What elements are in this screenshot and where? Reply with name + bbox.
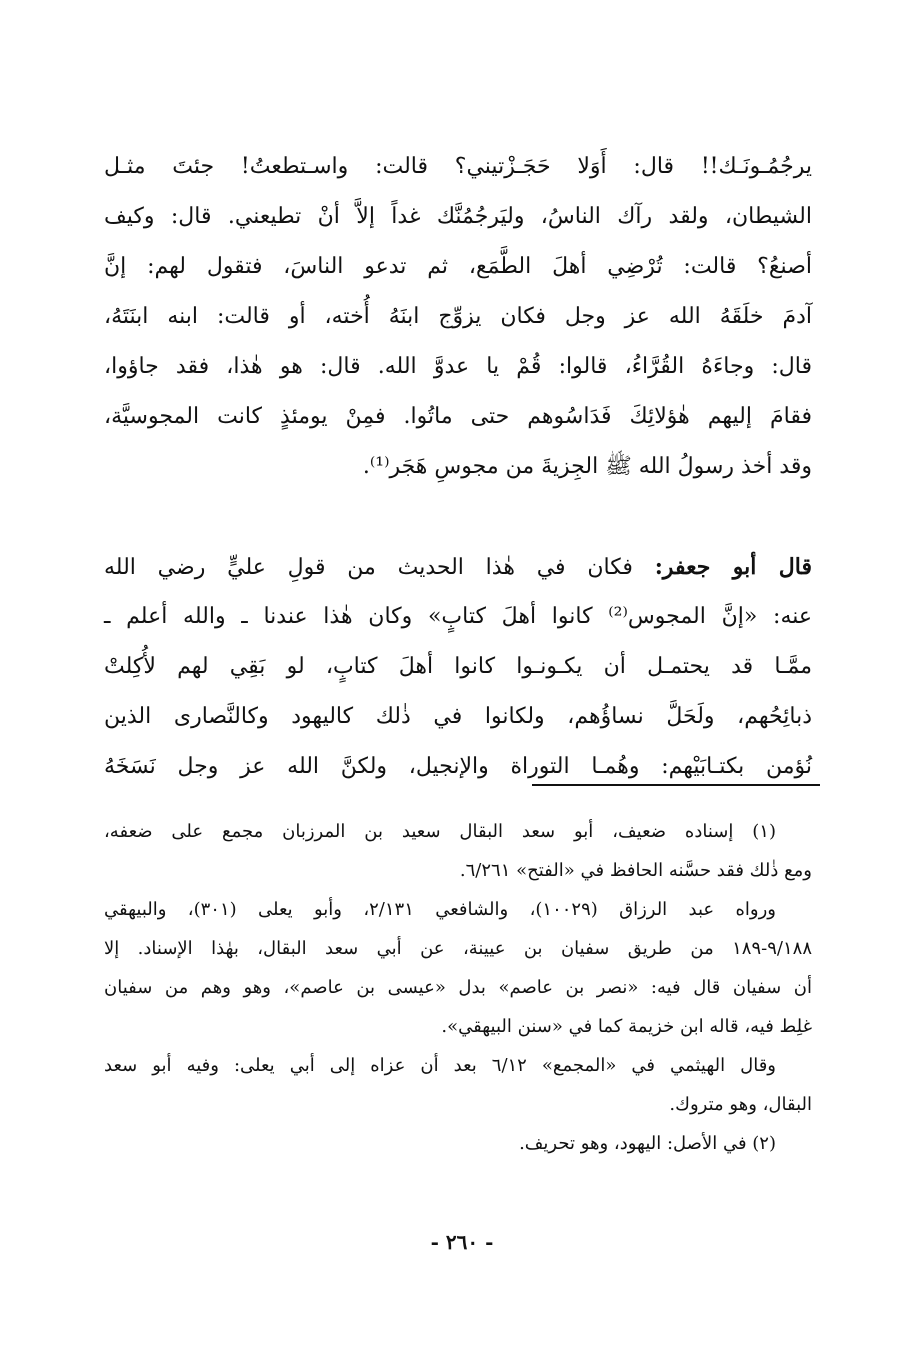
footnote-1-haythami <box>104 1046 812 1124</box>
footnote-1-continued <box>104 890 812 1046</box>
text-line: قال: وجاءَهُ القُرَّاءُ، قالوا: قُمْ يا عدوَّ الله. قال: هو هٰذا، فقد جاؤوا، <box>104 354 812 379</box>
paragraph-2 <box>104 542 812 792</box>
footnote-1 <box>104 812 812 890</box>
footnote-line: ورواه عبد الرزاق (١٠٠٢٩)، والشافعي ٢/١٣١، وأبو يعلى (٣٠١)، والبيهقي <box>104 899 776 920</box>
text-line: عنه: «إنَّ المجوس⁽²⁾ كانوا أهلَ كتابٍ» وكان هٰذا عندنا ـ والله أعلم ـ <box>104 604 812 629</box>
main-text <box>104 142 812 792</box>
paragraph-gap <box>104 492 812 542</box>
text-line-first <box>104 542 812 592</box>
text-line: آدمَ خلَقَهُ الله عز وجل فكان يزوِّج ابنَهُ أُخته، أو قالت: ابنه ابنَتَهُ، <box>104 304 812 329</box>
footnote-line: ومع ذٰلك فقد حسَّنه الحافظ في «الفتح» ٦/٢٦١. <box>459 860 812 881</box>
footnote-line: غلِط فيه، قاله ابن خزيمة كما في «سنن البيهقي». <box>441 1016 812 1037</box>
footnote-2 <box>104 1124 812 1163</box>
footnote-divider <box>532 784 820 786</box>
text-line: نُؤمن بكتـابَيْهم: وهُمـا التوراة والإنجيل، ولكنَّ الله عز وجل نَسَخَهُ <box>104 754 812 779</box>
footnote-line: (٢) في الأصل: اليهود، وهو تحريف. <box>519 1133 776 1154</box>
text-line-rest: فكان في هٰذا الحديث من قولِ عليٍّ رضي الله <box>104 555 633 580</box>
footnote-line: البقال، وهو متروك. <box>669 1094 812 1115</box>
text-line: ممَّـا قد يحتمـل أن يكـونـوا كانوا أهلَ كتابٍ، لو بَقِي لهم لأُكِلتْ <box>104 654 812 679</box>
footnote-line: ٩/١٨٨-١٨٩ من طريق سفيان بن عيينة، عن أبي سعد البقال، بهٰذا الإسناد. إلا <box>104 938 812 959</box>
footnote-line: وقال الهيثمي في «المجمع» ٦/١٢ بعد أن عزاه إلى أبي يعلى: وفيه أبو سعد <box>104 1055 776 1076</box>
text-line: ذبائِحُهم، ولَحَلَّ نساؤُهم، ولكانوا في ذٰلك كاليهود وكالنَّصارى الذين <box>104 704 812 729</box>
text-line: فقامَ إليهم هٰؤلائِكَ فَدَاسُوهم حتى ماتُوا. فمِنْ يومئذٍ كانت المجوسيَّة، <box>104 404 812 429</box>
footnote-line: أن سفيان قال فيه: «نصر بن عاصم» بدل «عيسى بن عاصم»، وهو وهم من سفيان <box>104 977 812 998</box>
text-line: وقد أخذ رسولُ الله ﷺ الجِزيةَ من مجوسِ هَجَر⁽¹⁾. <box>362 454 812 479</box>
footnote-line: (١) إسناده ضعيف، أبو سعد البقال سعيد بن المرزبان مجمع على ضعفه، <box>104 821 776 842</box>
page-number: - ٢٦٠ - <box>430 1230 494 1254</box>
paragraph-1 <box>104 142 812 492</box>
text-line: أصنعُ؟ قالت: تُرْضِي أهلَ الطَّمَع، ثم تدعو الناسَ، فتقول لهم: إنَّ <box>104 254 812 279</box>
speaker-lead: قال أبو جعفر: <box>654 554 812 580</box>
text-line: يرجُمُـونَـك!! قال: أَوَلا حَجَـزْتيني؟ قالت: واسـتطعتُ! جئتَ مثـل <box>104 154 812 179</box>
text-line: الشيطان، ولقد رآك الناسُ، وليَرجُمُنَّك غداً إلاَّ أنْ تطيعني. قال: وكيف <box>104 204 812 229</box>
footnotes <box>104 812 812 1163</box>
